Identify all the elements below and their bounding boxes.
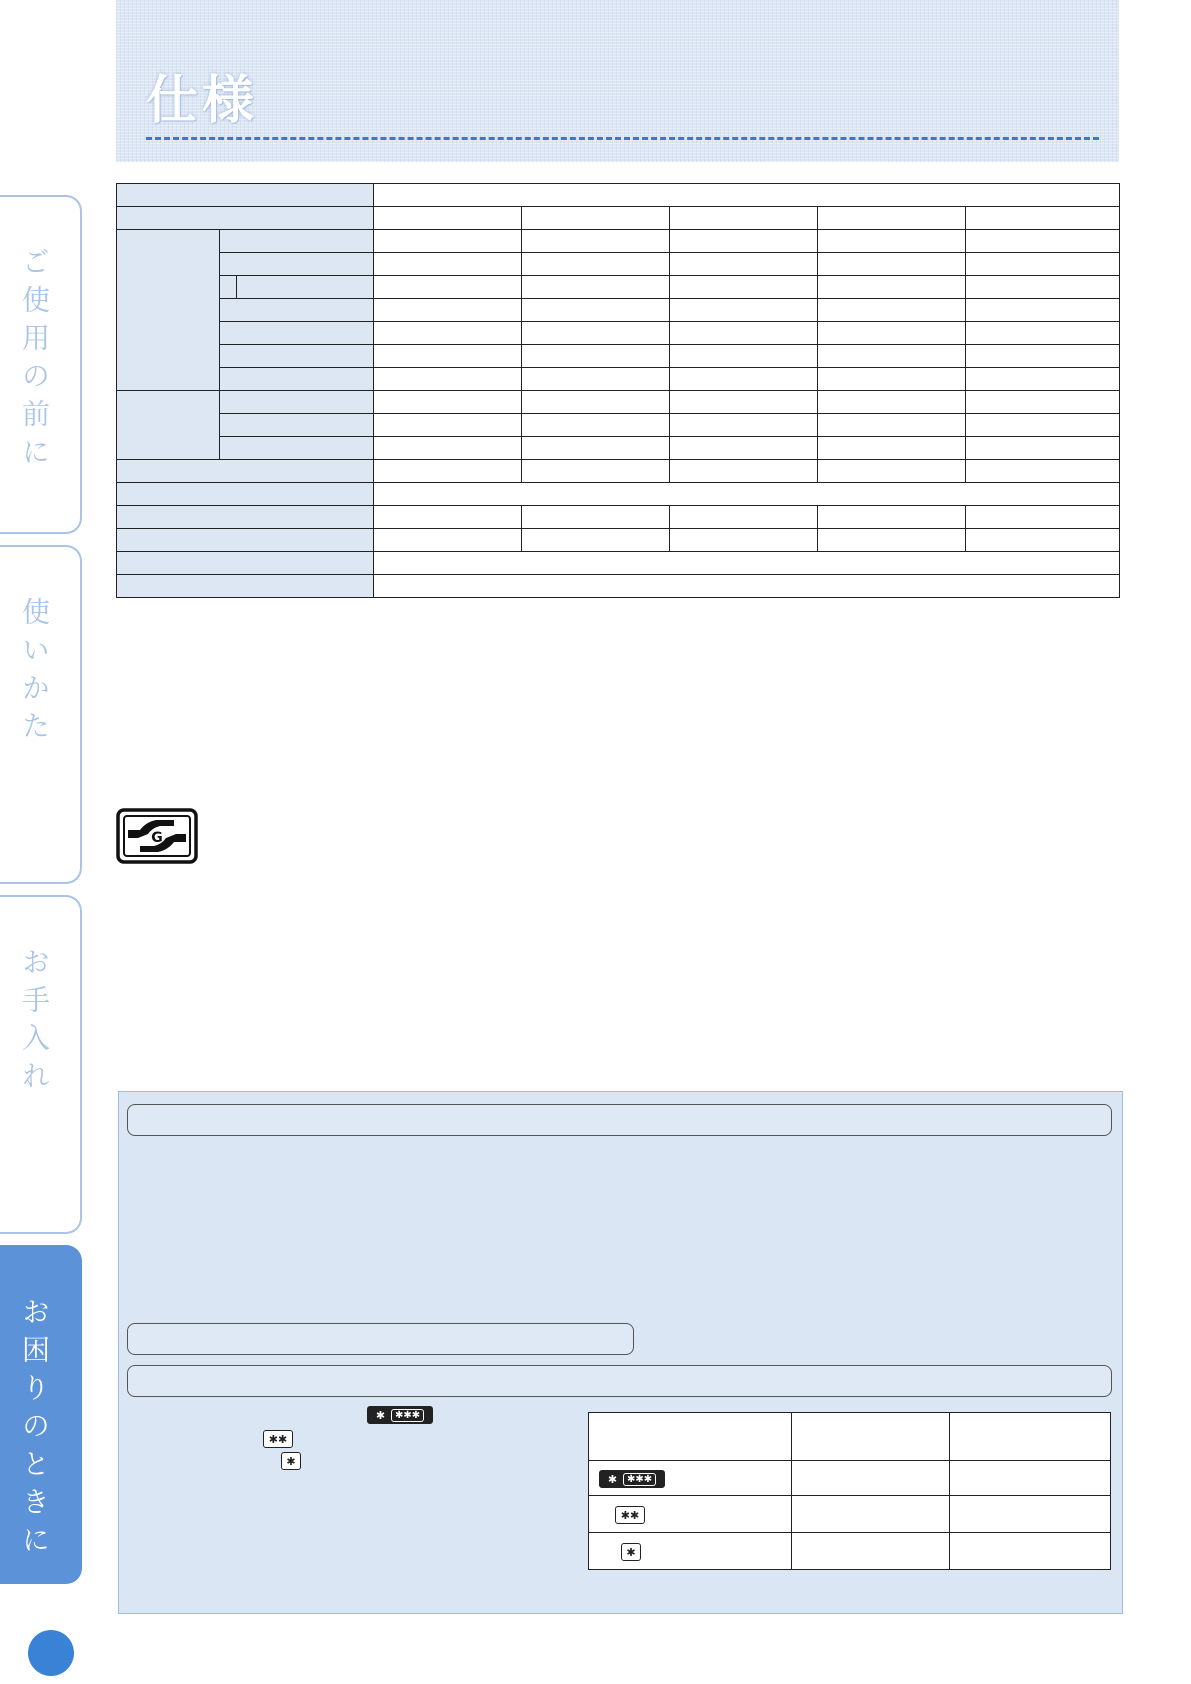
table-header-cell xyxy=(220,253,374,276)
key-glyph: ✱ xyxy=(286,1454,296,1468)
side-tab-how-to-use[interactable] xyxy=(0,545,82,884)
table-row xyxy=(589,1496,1111,1533)
table-row xyxy=(117,184,1120,207)
table-row xyxy=(117,414,1120,437)
table-cell xyxy=(374,184,1120,207)
table-header-cell xyxy=(589,1413,792,1461)
table-cell xyxy=(818,414,966,437)
table-cell xyxy=(374,230,522,253)
table-cell xyxy=(522,391,670,414)
table-cell xyxy=(966,529,1120,552)
table-cell xyxy=(950,1461,1111,1496)
section-heading-bar-short xyxy=(127,1323,634,1355)
table-cell xyxy=(966,230,1120,253)
side-tab-label: ご使用の前に xyxy=(18,247,51,475)
table-row xyxy=(117,437,1120,460)
table-cell xyxy=(522,322,670,345)
side-tab-label: お困りのときに xyxy=(18,1297,51,1563)
table-header-cell xyxy=(117,575,374,598)
table-header-cell xyxy=(792,1413,950,1461)
table-cell xyxy=(966,368,1120,391)
key-glyph: ✱✱ xyxy=(268,1432,288,1446)
table-row xyxy=(117,506,1120,529)
table-row xyxy=(117,368,1120,391)
side-tab-troubleshooting[interactable] xyxy=(0,1245,82,1584)
table-cell xyxy=(522,299,670,322)
table-cell xyxy=(670,460,818,483)
table-header-cell xyxy=(117,552,374,575)
table-header-cell xyxy=(117,460,374,483)
side-tab-care[interactable] xyxy=(0,895,82,1234)
table-header-cell xyxy=(220,437,374,460)
table-cell xyxy=(818,299,966,322)
table-cell xyxy=(966,299,1120,322)
table-row xyxy=(117,460,1120,483)
table-cell xyxy=(818,529,966,552)
table-cell xyxy=(374,322,522,345)
level-2-key-icon xyxy=(615,1506,645,1524)
table-row xyxy=(589,1413,1111,1461)
table-cell xyxy=(966,460,1120,483)
table-cell xyxy=(966,391,1120,414)
table-cell xyxy=(522,437,670,460)
table-cell xyxy=(374,276,522,299)
table-cell xyxy=(792,1533,950,1570)
table-cell xyxy=(374,414,522,437)
table-header-cell xyxy=(220,345,374,368)
table-cell xyxy=(818,368,966,391)
table-cell xyxy=(792,1461,950,1496)
table-row xyxy=(117,483,1120,506)
table-cell xyxy=(374,345,522,368)
table-cell xyxy=(374,207,522,230)
table-header-cell xyxy=(220,299,374,322)
table-cell xyxy=(818,345,966,368)
level-2-key-icon xyxy=(263,1430,293,1448)
table-cell xyxy=(670,322,818,345)
gmark-logo xyxy=(116,808,198,864)
table-cell xyxy=(818,506,966,529)
table-cell xyxy=(818,322,966,345)
page-title: 仕様 xyxy=(146,71,259,131)
table-cell xyxy=(522,207,670,230)
table-cell xyxy=(818,253,966,276)
table-cell xyxy=(966,506,1120,529)
table-cell xyxy=(522,529,670,552)
table-cell xyxy=(670,437,818,460)
table-cell xyxy=(966,253,1120,276)
table-group-header xyxy=(117,230,220,391)
table-cell xyxy=(374,483,1120,506)
table-row xyxy=(117,253,1120,276)
table-cell xyxy=(589,1461,792,1496)
table-cell xyxy=(670,299,818,322)
table-cell xyxy=(670,207,818,230)
side-tab-label: 使いかた xyxy=(18,597,51,749)
key-dots-glyph: ✱✱✱ xyxy=(391,1409,424,1422)
table-header-cell xyxy=(117,207,374,230)
table-cell xyxy=(589,1496,792,1533)
table-row xyxy=(117,276,1120,299)
table-cell xyxy=(522,506,670,529)
info-panel xyxy=(118,1091,1123,1614)
table-row xyxy=(589,1461,1111,1496)
table-row xyxy=(117,345,1120,368)
table-group-header xyxy=(117,391,220,460)
table-header-cell xyxy=(117,483,374,506)
table-cell xyxy=(670,529,818,552)
table-cell xyxy=(950,1533,1111,1570)
table-cell xyxy=(522,230,670,253)
table-row xyxy=(117,207,1120,230)
table-cell xyxy=(966,276,1120,299)
key-dots-glyph: ✱✱✱ xyxy=(623,1473,656,1486)
table-cell xyxy=(670,253,818,276)
table-cell xyxy=(792,1496,950,1533)
level-3-key-icon xyxy=(599,1470,665,1488)
key-glyph: ✱ xyxy=(626,1545,636,1559)
table-cell xyxy=(522,460,670,483)
sub-row-indent xyxy=(236,276,373,298)
table-cell xyxy=(374,529,522,552)
table-cell xyxy=(966,414,1120,437)
table-cell xyxy=(818,207,966,230)
table-cell xyxy=(966,345,1120,368)
key-glyph: ✱✱ xyxy=(620,1508,640,1522)
key-star-glyph: ✱ xyxy=(607,1472,618,1486)
table-header-cell xyxy=(220,368,374,391)
svg-text:G: G xyxy=(151,830,163,846)
table-cell xyxy=(966,207,1120,230)
table-cell xyxy=(374,299,522,322)
table-cell xyxy=(374,253,522,276)
table-cell xyxy=(374,506,522,529)
table-cell xyxy=(670,276,818,299)
page-number-badge xyxy=(28,1630,74,1676)
table-cell xyxy=(670,414,818,437)
table-cell xyxy=(670,345,818,368)
spec-table xyxy=(116,183,1120,598)
table-cell xyxy=(818,460,966,483)
table-cell xyxy=(522,276,670,299)
level-3-key-icon xyxy=(367,1406,433,1424)
header-banner xyxy=(116,0,1119,162)
table-cell xyxy=(522,368,670,391)
table-header-cell xyxy=(117,506,374,529)
level-1-key-icon xyxy=(621,1543,641,1561)
side-tab-before-use[interactable] xyxy=(0,195,82,534)
table-row xyxy=(117,230,1120,253)
table-header-cell xyxy=(220,230,374,253)
table-cell xyxy=(522,345,670,368)
table-cell xyxy=(818,391,966,414)
table-header-cell xyxy=(117,529,374,552)
section-heading-bar xyxy=(127,1365,1112,1397)
level-table xyxy=(588,1412,1111,1570)
table-cell xyxy=(374,552,1120,575)
table-row xyxy=(117,299,1120,322)
table-cell xyxy=(818,230,966,253)
table-cell xyxy=(374,391,522,414)
table-header-cell xyxy=(220,414,374,437)
table-row xyxy=(117,529,1120,552)
side-tab-label: お手入れ xyxy=(18,947,51,1099)
table-cell xyxy=(818,276,966,299)
table-cell xyxy=(374,368,522,391)
table-cell xyxy=(374,437,522,460)
table-cell xyxy=(522,253,670,276)
table-cell xyxy=(966,322,1120,345)
table-cell xyxy=(966,437,1120,460)
key-star-glyph: ✱ xyxy=(375,1408,386,1422)
table-header-cell xyxy=(220,322,374,345)
table-cell xyxy=(670,230,818,253)
section-heading-bar xyxy=(127,1104,1112,1136)
table-subheader-cell xyxy=(220,276,374,299)
table-cell xyxy=(670,368,818,391)
level-1-key-icon xyxy=(281,1452,301,1470)
table-cell xyxy=(589,1533,792,1570)
table-row xyxy=(117,552,1120,575)
header-dashed-rule xyxy=(146,137,1099,140)
table-header-cell xyxy=(220,391,374,414)
table-cell xyxy=(950,1496,1111,1533)
table-cell xyxy=(670,506,818,529)
table-header-cell xyxy=(950,1413,1111,1461)
table-cell xyxy=(670,391,818,414)
table-row xyxy=(117,391,1120,414)
table-row xyxy=(117,322,1120,345)
table-cell xyxy=(374,460,522,483)
table-cell xyxy=(522,414,670,437)
table-cell xyxy=(818,437,966,460)
table-header-cell xyxy=(117,184,374,207)
table-cell xyxy=(374,575,1120,598)
table-row xyxy=(117,575,1120,598)
table-row xyxy=(589,1533,1111,1570)
